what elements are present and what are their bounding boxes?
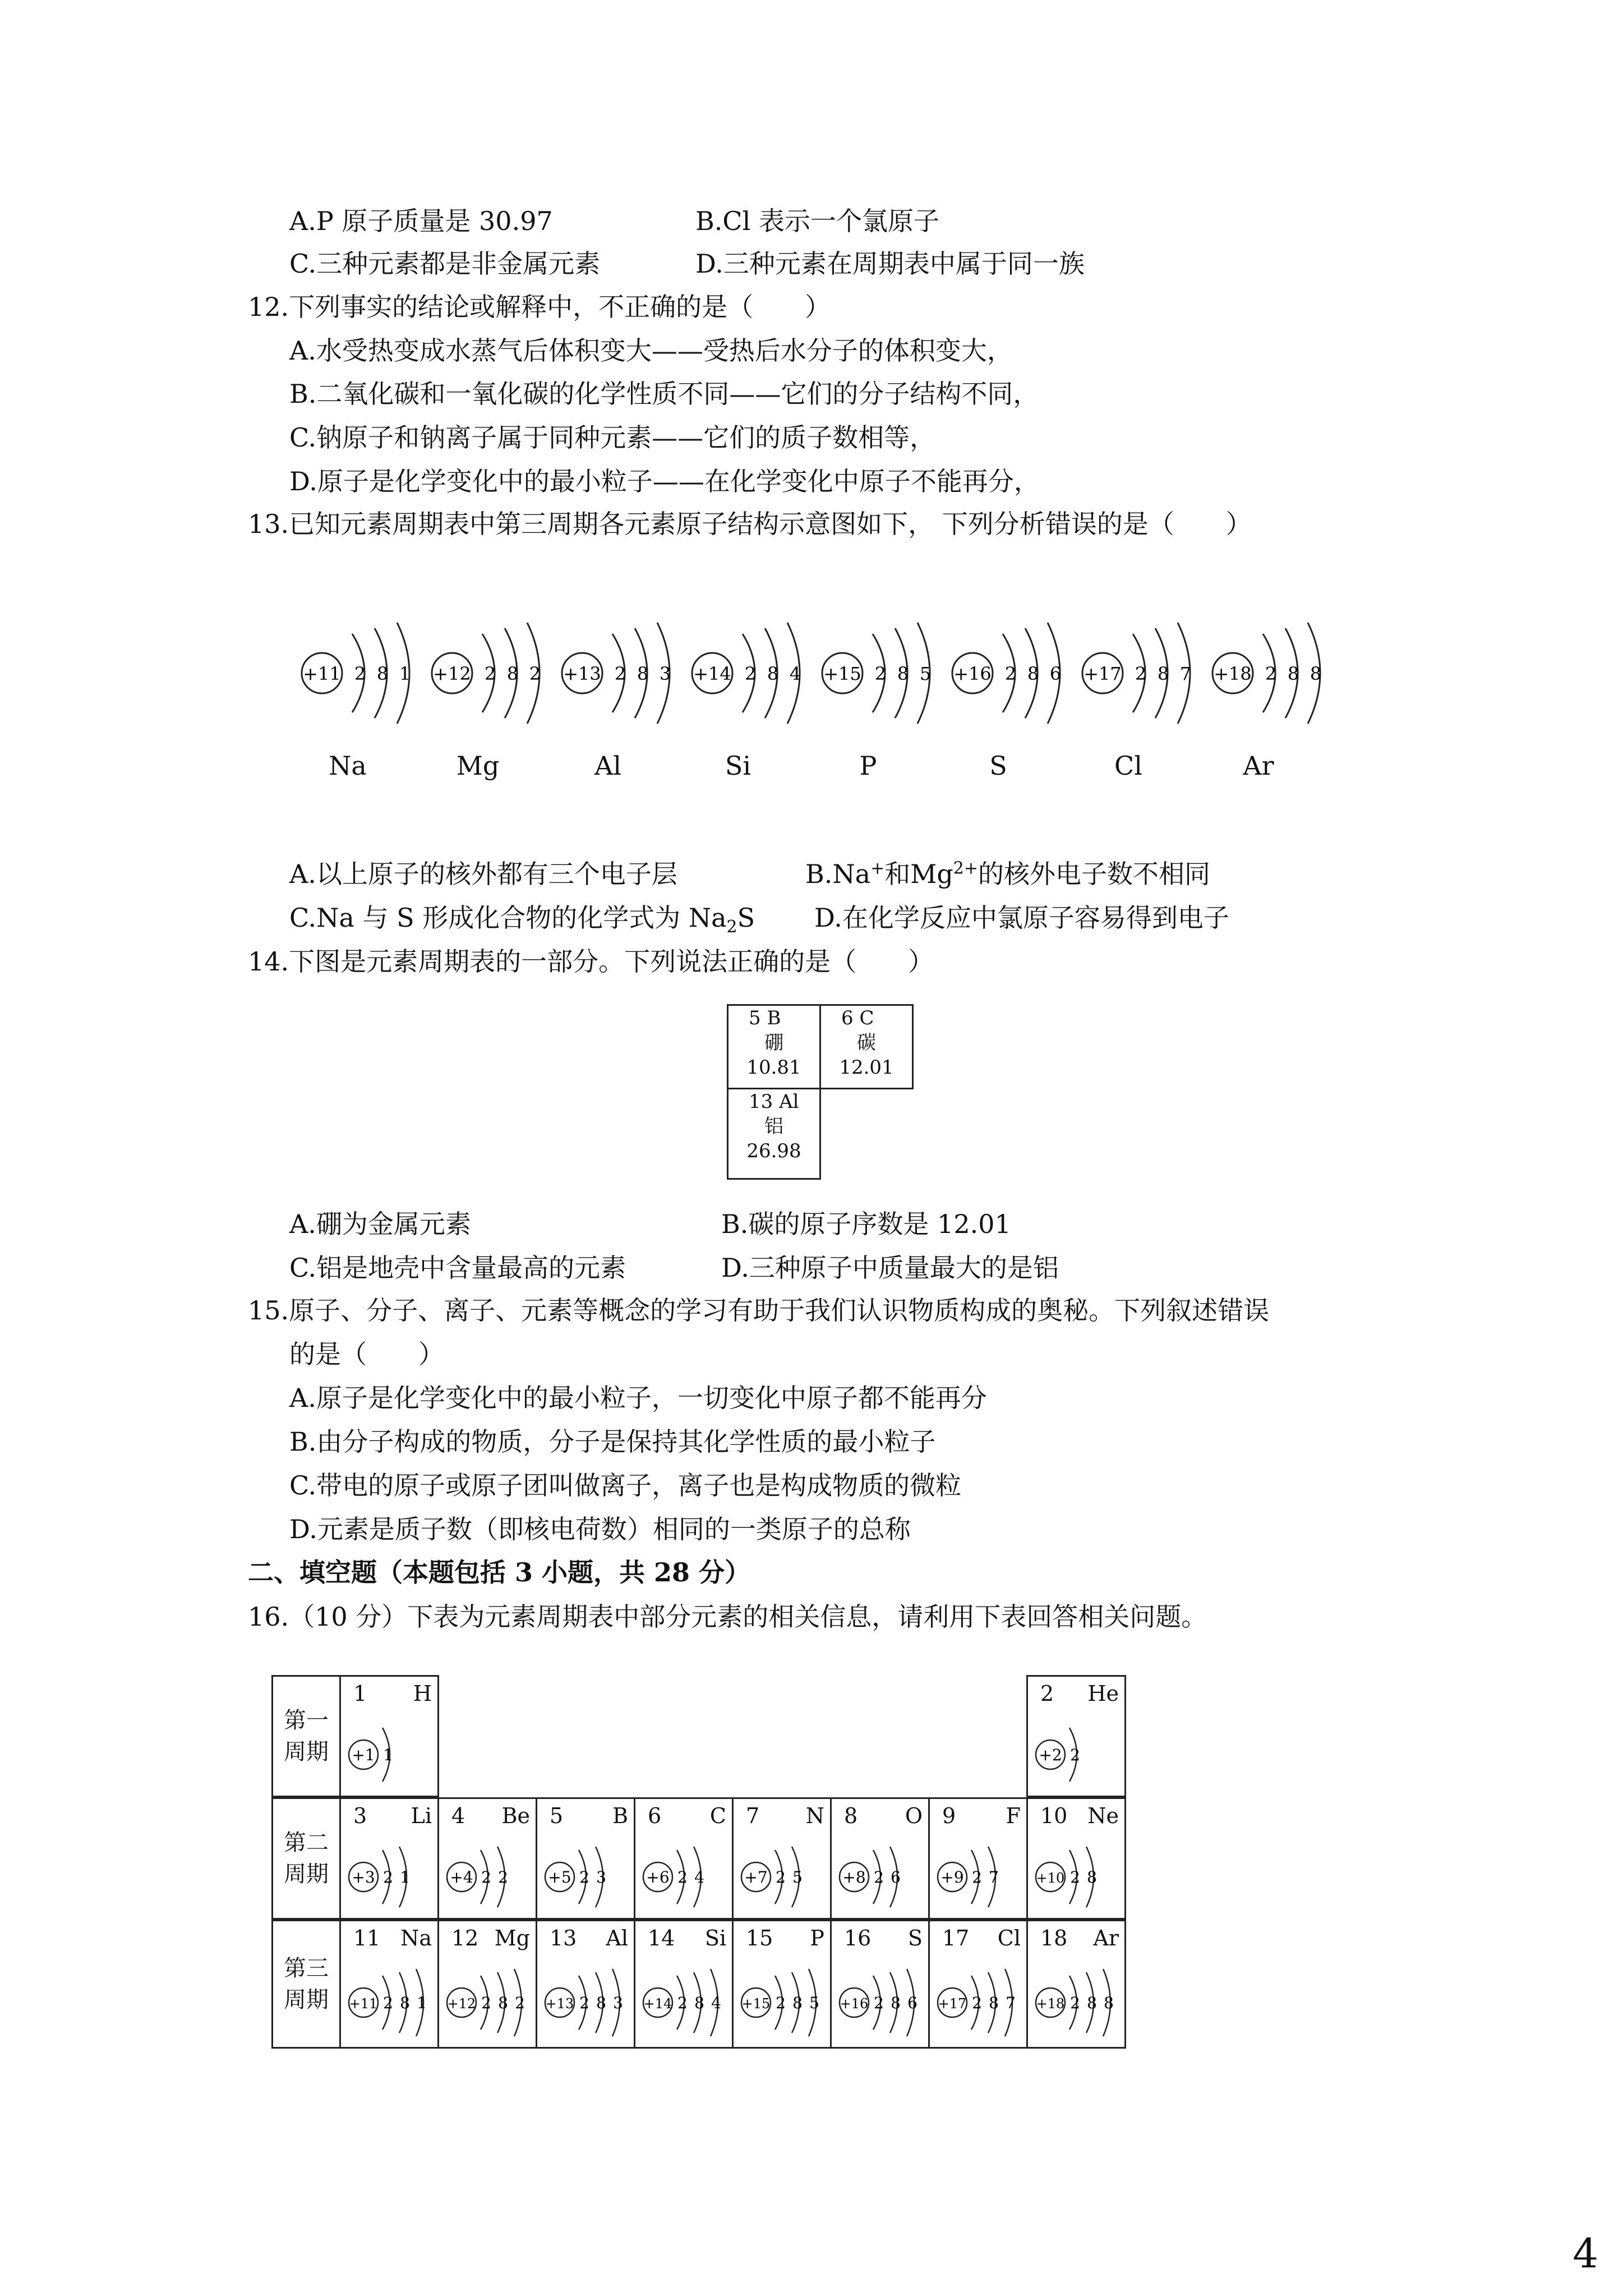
svg-text:2: 2 — [1070, 1746, 1080, 1764]
svg-text:+2: +2 — [1039, 1746, 1062, 1764]
page-number: 4 — [1573, 2230, 1598, 2277]
atom-structure-mini — [341, 1829, 437, 1918]
atomic-number: 10 — [1040, 1803, 1068, 1828]
svg-text:3: 3 — [596, 1868, 606, 1887]
element-cell-be — [437, 1797, 537, 1920]
q12-option-d: D.原子是化学变化中的最小粒子——在化学变化中原子不能再分， — [289, 466, 1040, 496]
nucleus-charge: +15 — [823, 663, 861, 684]
electron-count: 7 — [1179, 663, 1192, 684]
electron-count: 3 — [659, 663, 671, 684]
svg-text:2: 2 — [677, 1994, 688, 2012]
q13-option-a: A.以上原子的核外都有三个电子层 — [289, 859, 677, 889]
atomic-number: 17 — [942, 1926, 970, 1950]
period-label-cell — [271, 1920, 341, 2049]
svg-text:+3: +3 — [352, 1868, 375, 1887]
element-cell-c — [634, 1797, 734, 1920]
atom-structure-mini — [832, 1952, 928, 2047]
q12-stem: 12.下列事实的结论或解释中，不正确的是（ ） — [248, 292, 831, 322]
atom-structure-mini — [635, 1952, 732, 2047]
atomic-number: 7 — [746, 1803, 760, 1828]
element-symbol: C — [709, 1803, 726, 1828]
electron-count: 2 — [874, 663, 887, 684]
element-cell-na — [339, 1920, 439, 2049]
atomic-number: 11 — [353, 1926, 381, 1950]
electron-count: 6 — [1049, 663, 1062, 684]
q14-option-d: D.三种原子中质量最大的是铝 — [721, 1253, 1059, 1283]
element-cell-s — [830, 1920, 930, 2049]
element-symbol: Li — [411, 1803, 432, 1828]
atomic-number: 13 — [550, 1926, 577, 1950]
svg-text:1: 1 — [383, 1746, 393, 1764]
period-label-cell — [271, 1797, 341, 1920]
section-heading: 二、填空题（本题包括 3 小题，共 28 分） — [248, 1557, 751, 1588]
svg-text:7: 7 — [1006, 1994, 1016, 2012]
svg-text:+4: +4 — [450, 1868, 473, 1887]
svg-text:5: 5 — [792, 1868, 803, 1887]
atom-diagram-1 — [432, 623, 541, 724]
electron-count: 1 — [399, 663, 411, 684]
element-cell-ar — [1026, 1920, 1126, 2049]
atomic-number: 16 — [844, 1926, 872, 1950]
svg-text:8: 8 — [498, 1994, 508, 2012]
element-symbol: S — [907, 1926, 923, 1950]
svg-text:2: 2 — [481, 1994, 491, 2012]
period-label: 第一 周期 — [284, 1708, 329, 1765]
svg-text:+11: +11 — [349, 1996, 378, 2012]
element-symbol: N — [805, 1803, 824, 1828]
q13-option-d: D.在化学反应中氯原子容易得到电子 — [814, 903, 1229, 933]
element-symbol: H — [413, 1681, 432, 1706]
nucleus-charge: +14 — [693, 663, 731, 684]
atom-label-p: P — [859, 751, 877, 781]
svg-text:+1: +1 — [352, 1746, 375, 1764]
svg-text:2: 2 — [776, 1994, 786, 2012]
periodic-tile-boron: 5 B 硼 10.81 — [727, 1004, 821, 1089]
atom-structure-mini — [537, 1952, 634, 2047]
q11-option-b: B.Cl 表示一个氯原子 — [695, 206, 939, 236]
q14-option-c: C.铝是地壳中含量最高的元素 — [289, 1253, 626, 1283]
electron-count: 5 — [919, 663, 932, 684]
q12-option-c: C.钠原子和钠离子属于同种元素——它们的质子数相等， — [289, 422, 936, 453]
electron-count: 8 — [1157, 663, 1169, 684]
q12-option-b: B.二氧化碳和一氧化碳的化学性质不同——它们的分子结构不同， — [289, 379, 1039, 409]
atom-diagram-6 — [1082, 623, 1191, 724]
element-cell-p — [732, 1920, 832, 2049]
electron-count: 8 — [376, 663, 389, 684]
atom-label-mg: Mg — [456, 751, 500, 781]
element-cell-al — [536, 1920, 635, 2049]
svg-text:4: 4 — [711, 1994, 721, 2012]
q13-option-c: C.Na 与 S 形成化合物的化学式为 $Na_2S$ — [289, 903, 755, 937]
atom-structure-mini — [635, 1829, 732, 1918]
q11-option-d: D.三种元素在周期表中属于同一族 — [695, 249, 1085, 279]
svg-text:2: 2 — [1070, 1994, 1080, 2012]
element-cell-h — [339, 1675, 439, 1797]
atom-label-si: Si — [725, 751, 751, 781]
svg-text:8: 8 — [989, 1994, 999, 2012]
element-cell-cl — [928, 1920, 1028, 2049]
q14-stem: 14.下图是元素周期表的一部分。下列说法正确的是（ ） — [248, 946, 934, 977]
atom-diagram-4 — [822, 623, 931, 724]
q11-option-c: C.三种元素都是非金属元素 — [289, 249, 601, 279]
atomic-number: 14 — [648, 1926, 675, 1950]
electron-count: 8 — [1310, 663, 1322, 684]
svg-text:2: 2 — [383, 1868, 393, 1887]
element-symbol: Cl — [997, 1926, 1021, 1950]
element-symbol: P — [810, 1926, 824, 1950]
q16-stem: 16.（10 分）下表为元素周期表中部分元素的相关信息，请利用下表回答相关问题。 — [248, 1602, 1207, 1632]
element-symbol: Ar — [1093, 1926, 1119, 1950]
svg-text:8: 8 — [792, 1994, 803, 2012]
svg-text:8: 8 — [596, 1994, 606, 2012]
electron-count: 2 — [614, 663, 626, 684]
nucleus-charge: +12 — [433, 663, 471, 684]
atom-structure-diagrams — [292, 606, 1380, 740]
svg-text:2: 2 — [874, 1994, 884, 2012]
element-cell-he — [1026, 1675, 1126, 1797]
element-cell-ne — [1026, 1797, 1126, 1920]
nucleus-charge: +18 — [1214, 663, 1252, 684]
q13-stem: 13.已知元素周期表中第三周期各元素原子结构示意图如下， 下列分析错误的是（ ） — [248, 509, 1252, 539]
svg-text:3: 3 — [613, 1994, 623, 2012]
atom-label-na: Na — [329, 751, 367, 781]
q15-stem-cont: 的是（ ） — [289, 1339, 444, 1369]
electron-count: 2 — [744, 663, 757, 684]
atom-diagram-2 — [562, 623, 671, 724]
element-symbol: Si — [704, 1926, 726, 1950]
svg-text:1: 1 — [417, 1994, 427, 2012]
atom-structure-mini — [832, 1829, 928, 1918]
svg-text:+13: +13 — [545, 1996, 574, 2012]
q11-option-a: A.P 原子质量是 30.97 — [289, 206, 553, 236]
svg-text:2: 2 — [874, 1868, 884, 1887]
nucleus-charge: +17 — [1083, 663, 1122, 684]
svg-text:+5: +5 — [548, 1868, 571, 1887]
svg-text:2: 2 — [677, 1868, 688, 1887]
element-cell-si — [634, 1920, 734, 2049]
atomic-number: 5 — [550, 1803, 564, 1828]
nucleus-charge: +13 — [563, 663, 601, 684]
q15-stem: 15.原子、分子、离子、元素等概念的学习有助于我们认识物质构成的奥秘。下列叙述错误 — [248, 1295, 1270, 1326]
electron-count: 2 — [354, 663, 366, 684]
svg-text:2: 2 — [776, 1868, 786, 1887]
atom-structure-mini — [537, 1829, 634, 1918]
atom-label-s: S — [989, 751, 1007, 781]
periodic-tile-aluminium: 13 Al 铝 26.98 — [727, 1088, 821, 1180]
period-label: 第二 周期 — [284, 1830, 329, 1887]
svg-text:8: 8 — [891, 1994, 901, 2012]
svg-text:2: 2 — [481, 1868, 491, 1887]
electron-count: 2 — [1135, 663, 1147, 684]
atomic-number: 3 — [353, 1803, 367, 1828]
svg-text:+14: +14 — [643, 1996, 672, 2012]
periodic-tile-carbon: 6 C 碳 12.01 — [819, 1004, 914, 1089]
atom-structure-mini — [1028, 1829, 1124, 1918]
svg-text:2: 2 — [972, 1868, 982, 1887]
q12-option-a: A.水受热变成水蒸气后体积变大——受热后水分子的体积变大， — [289, 335, 1013, 366]
svg-text:2: 2 — [579, 1994, 589, 2012]
atom-structure-mini — [930, 1952, 1026, 2047]
electron-count: 8 — [637, 663, 649, 684]
svg-text:2: 2 — [1070, 1868, 1080, 1887]
atom-structure-mini — [734, 1952, 830, 2047]
svg-text:5: 5 — [809, 1994, 819, 2012]
atom-diagram-7 — [1212, 623, 1321, 724]
svg-text:8: 8 — [1104, 1994, 1114, 2012]
svg-text:+10: +10 — [1036, 1870, 1065, 1886]
svg-text:8: 8 — [1087, 1994, 1097, 2012]
atomic-number: 8 — [844, 1803, 858, 1828]
element-symbol: Ne — [1087, 1803, 1119, 1828]
svg-text:2: 2 — [579, 1868, 589, 1887]
electron-count: 4 — [789, 663, 801, 684]
atom-structure-mini — [930, 1829, 1026, 1918]
electron-count: 8 — [506, 663, 519, 684]
period-label: 第三 周期 — [284, 1955, 329, 2013]
svg-text:1: 1 — [400, 1868, 410, 1887]
atomic-number: 4 — [451, 1803, 465, 1828]
q14-option-a: A.硼为金属元素 — [289, 1209, 471, 1239]
q15-option-d: D.元素是质子数（即核电荷数）相同的一类原子的总称 — [289, 1514, 911, 1544]
atom-structure-mini — [1028, 1952, 1124, 2047]
q13-option-b: B.Na+和$Mg^{2+}$的核外电子数不相同 — [805, 858, 1211, 889]
atom-diagram-3 — [692, 623, 801, 724]
electron-count: 8 — [897, 663, 909, 684]
atom-label-cl: Cl — [1114, 751, 1142, 781]
period-label-cell — [271, 1675, 341, 1797]
electron-count: 8 — [1027, 663, 1039, 684]
atomic-number: 12 — [451, 1926, 479, 1950]
q15-option-b: B.由分子构成的物质，分子是保持其化学性质的最小粒子 — [289, 1427, 936, 1457]
element-cell-mg — [437, 1920, 537, 2049]
electron-count: 8 — [767, 663, 779, 684]
element-symbol: Be — [501, 1803, 530, 1828]
atomic-number: 1 — [353, 1681, 367, 1706]
atom-structure-mini — [341, 1707, 437, 1796]
atom-structure-mini — [1028, 1707, 1124, 1796]
atomic-number: 2 — [1040, 1681, 1054, 1706]
atom-structure-mini — [439, 1829, 536, 1918]
q14-option-b: B.碳的原子序数是 12.01 — [721, 1209, 1011, 1239]
element-symbol: Mg — [494, 1926, 530, 1950]
svg-text:+18: +18 — [1036, 1996, 1065, 2012]
svg-text:+16: +16 — [840, 1996, 869, 2012]
q15-option-c: C.带电的原子或原子团叫做离子，离子也是构成物质的微粒 — [289, 1470, 962, 1501]
svg-text:+9: +9 — [940, 1868, 964, 1887]
svg-text:8: 8 — [400, 1994, 410, 2012]
svg-text:+15: +15 — [741, 1996, 771, 2012]
svg-text:2: 2 — [383, 1994, 393, 2012]
atom-label-ar: Ar — [1243, 751, 1274, 781]
element-cell-f — [928, 1797, 1028, 1920]
atom-structure-mini — [734, 1829, 830, 1918]
element-cell-b — [536, 1797, 635, 1920]
element-symbol: He — [1087, 1681, 1119, 1706]
atomic-number: 18 — [1040, 1926, 1068, 1950]
svg-text:+17: +17 — [938, 1996, 967, 2012]
svg-text:6: 6 — [891, 1868, 901, 1887]
atom-label-al: Al — [594, 751, 621, 781]
atomic-number: 9 — [942, 1803, 956, 1828]
element-symbol: O — [905, 1803, 923, 1828]
svg-text:2: 2 — [498, 1868, 508, 1887]
atom-structure-mini — [439, 1952, 536, 2047]
element-symbol: Na — [400, 1926, 432, 1950]
svg-text:+8: +8 — [842, 1868, 866, 1887]
atomic-number: 6 — [648, 1803, 662, 1828]
element-cell-o — [830, 1797, 930, 1920]
element-cell-n — [732, 1797, 832, 1920]
electron-count: 2 — [1004, 663, 1017, 684]
svg-text:2: 2 — [972, 1994, 982, 2012]
electron-count: 8 — [1287, 663, 1299, 684]
element-symbol: B — [612, 1803, 628, 1828]
periodic-table — [271, 1675, 1140, 2050]
svg-text:+7: +7 — [744, 1868, 768, 1887]
element-symbol: Al — [606, 1926, 628, 1950]
svg-text:+12: +12 — [447, 1996, 476, 2012]
svg-text:4: 4 — [694, 1868, 704, 1887]
atom-diagram-0 — [302, 623, 411, 724]
element-cell-li — [339, 1797, 439, 1920]
atom-diagram-5 — [952, 623, 1061, 724]
atom-structure-mini — [341, 1952, 437, 2047]
svg-text:+6: +6 — [646, 1868, 670, 1887]
nucleus-charge: +16 — [953, 663, 992, 684]
svg-text:6: 6 — [907, 1994, 917, 2012]
svg-text:7: 7 — [989, 1868, 999, 1887]
svg-text:8: 8 — [1087, 1868, 1097, 1887]
atomic-number: 15 — [746, 1926, 773, 1950]
element-symbol: F — [1006, 1803, 1021, 1828]
electron-count: 2 — [529, 663, 541, 684]
svg-text:8: 8 — [694, 1994, 704, 2012]
q15-option-a: A.原子是化学变化中的最小粒子，一切变化中原子都不能再分 — [289, 1383, 987, 1413]
nucleus-charge: +11 — [303, 663, 341, 684]
electron-count: 2 — [1265, 663, 1277, 684]
svg-text:2: 2 — [515, 1994, 525, 2012]
electron-count: 2 — [484, 663, 496, 684]
